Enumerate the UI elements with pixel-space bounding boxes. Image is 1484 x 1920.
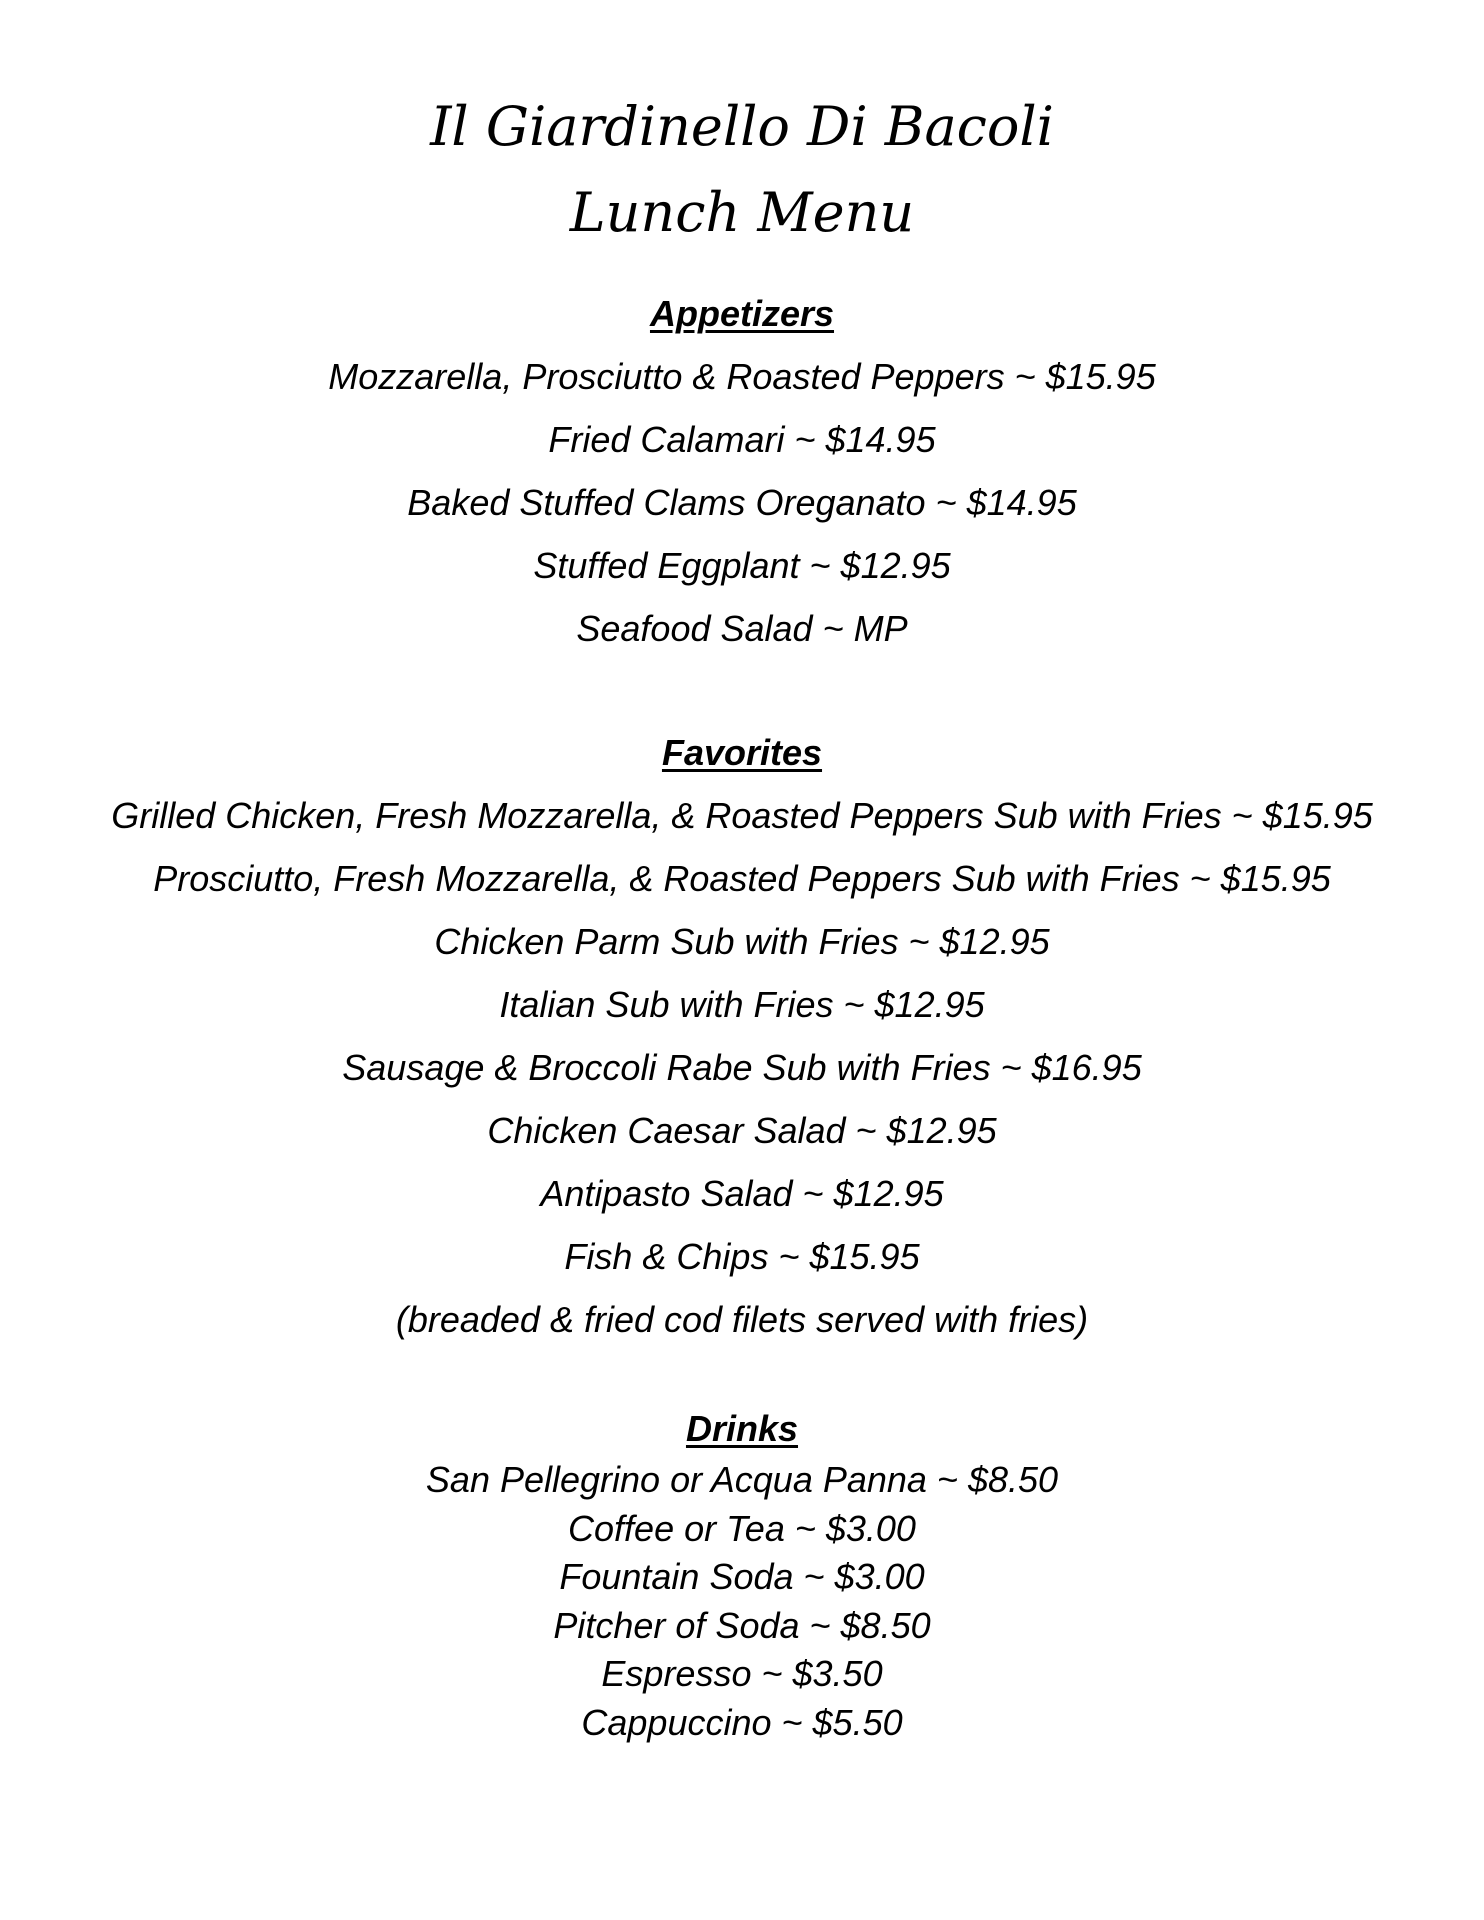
menu-item-note: (breaded & fried cod filets served with fries) bbox=[395, 1299, 1089, 1340]
menu-item: Fountain Soda ~ $3.00 bbox=[559, 1556, 925, 1597]
favorites-list bbox=[0, 795, 1484, 1362]
section-heading-appetizers: Appetizers bbox=[649, 293, 835, 334]
menu-item: Italian Sub with Fries ~ $12.95 bbox=[499, 984, 985, 1025]
menu-item: Coffee or Tea ~ $3.00 bbox=[568, 1507, 916, 1549]
menu-item: Chicken Caesar Salad ~ $12.95 bbox=[487, 1110, 997, 1151]
restaurant-name: Il Giardinello Di Bacoli bbox=[430, 95, 1054, 158]
menu-item: Antipasto Salad ~ $12.95 bbox=[540, 1173, 944, 1214]
menu-item: Chicken Parm Sub with Fries ~ $12.95 bbox=[434, 921, 1050, 962]
menu-item: Fish & Chips ~ $15.95 bbox=[564, 1236, 920, 1277]
menu-item: Prosciutto, Fresh Mozzarella, & Roasted Peppers Sub with Fries ~ $15.95 bbox=[153, 858, 1331, 899]
menu-item: Baked Stuffed Clams Oreganato ~ $14.95 bbox=[407, 482, 1077, 523]
menu-item: Pitcher of Soda ~ $8.50 bbox=[553, 1604, 931, 1646]
menu-item: Mozzarella, Prosciutto & Roasted Peppers ~ $15.95 bbox=[328, 356, 1156, 397]
menu-item: Seafood Salad ~ MP bbox=[576, 608, 908, 649]
section-heading-drinks: Drinks bbox=[685, 1408, 799, 1449]
menu-item: Espresso ~ $3.50 bbox=[601, 1653, 883, 1694]
menu-item: Sausage & Broccoli Rabe Sub with Fries ~ $16.95 bbox=[342, 1047, 1142, 1088]
drinks-list bbox=[0, 1459, 1484, 1750]
menu-item: Grilled Chicken, Fresh Mozzarella, & Roasted Peppers Sub with Fries ~ $15.95 bbox=[111, 795, 1373, 836]
menu-title: Lunch Menu bbox=[569, 181, 915, 244]
appetizers-list bbox=[0, 356, 1484, 671]
menu-item: Stuffed Eggplant ~ $12.95 bbox=[533, 545, 951, 586]
menu-item: San Pellegrino or Acqua Panna ~ $8.50 bbox=[425, 1459, 1059, 1500]
menu-item: Cappuccino ~ $5.50 bbox=[581, 1701, 903, 1743]
menu-item: Fried Calamari ~ $14.95 bbox=[548, 419, 936, 460]
section-heading-favorites: Favorites bbox=[661, 732, 823, 773]
